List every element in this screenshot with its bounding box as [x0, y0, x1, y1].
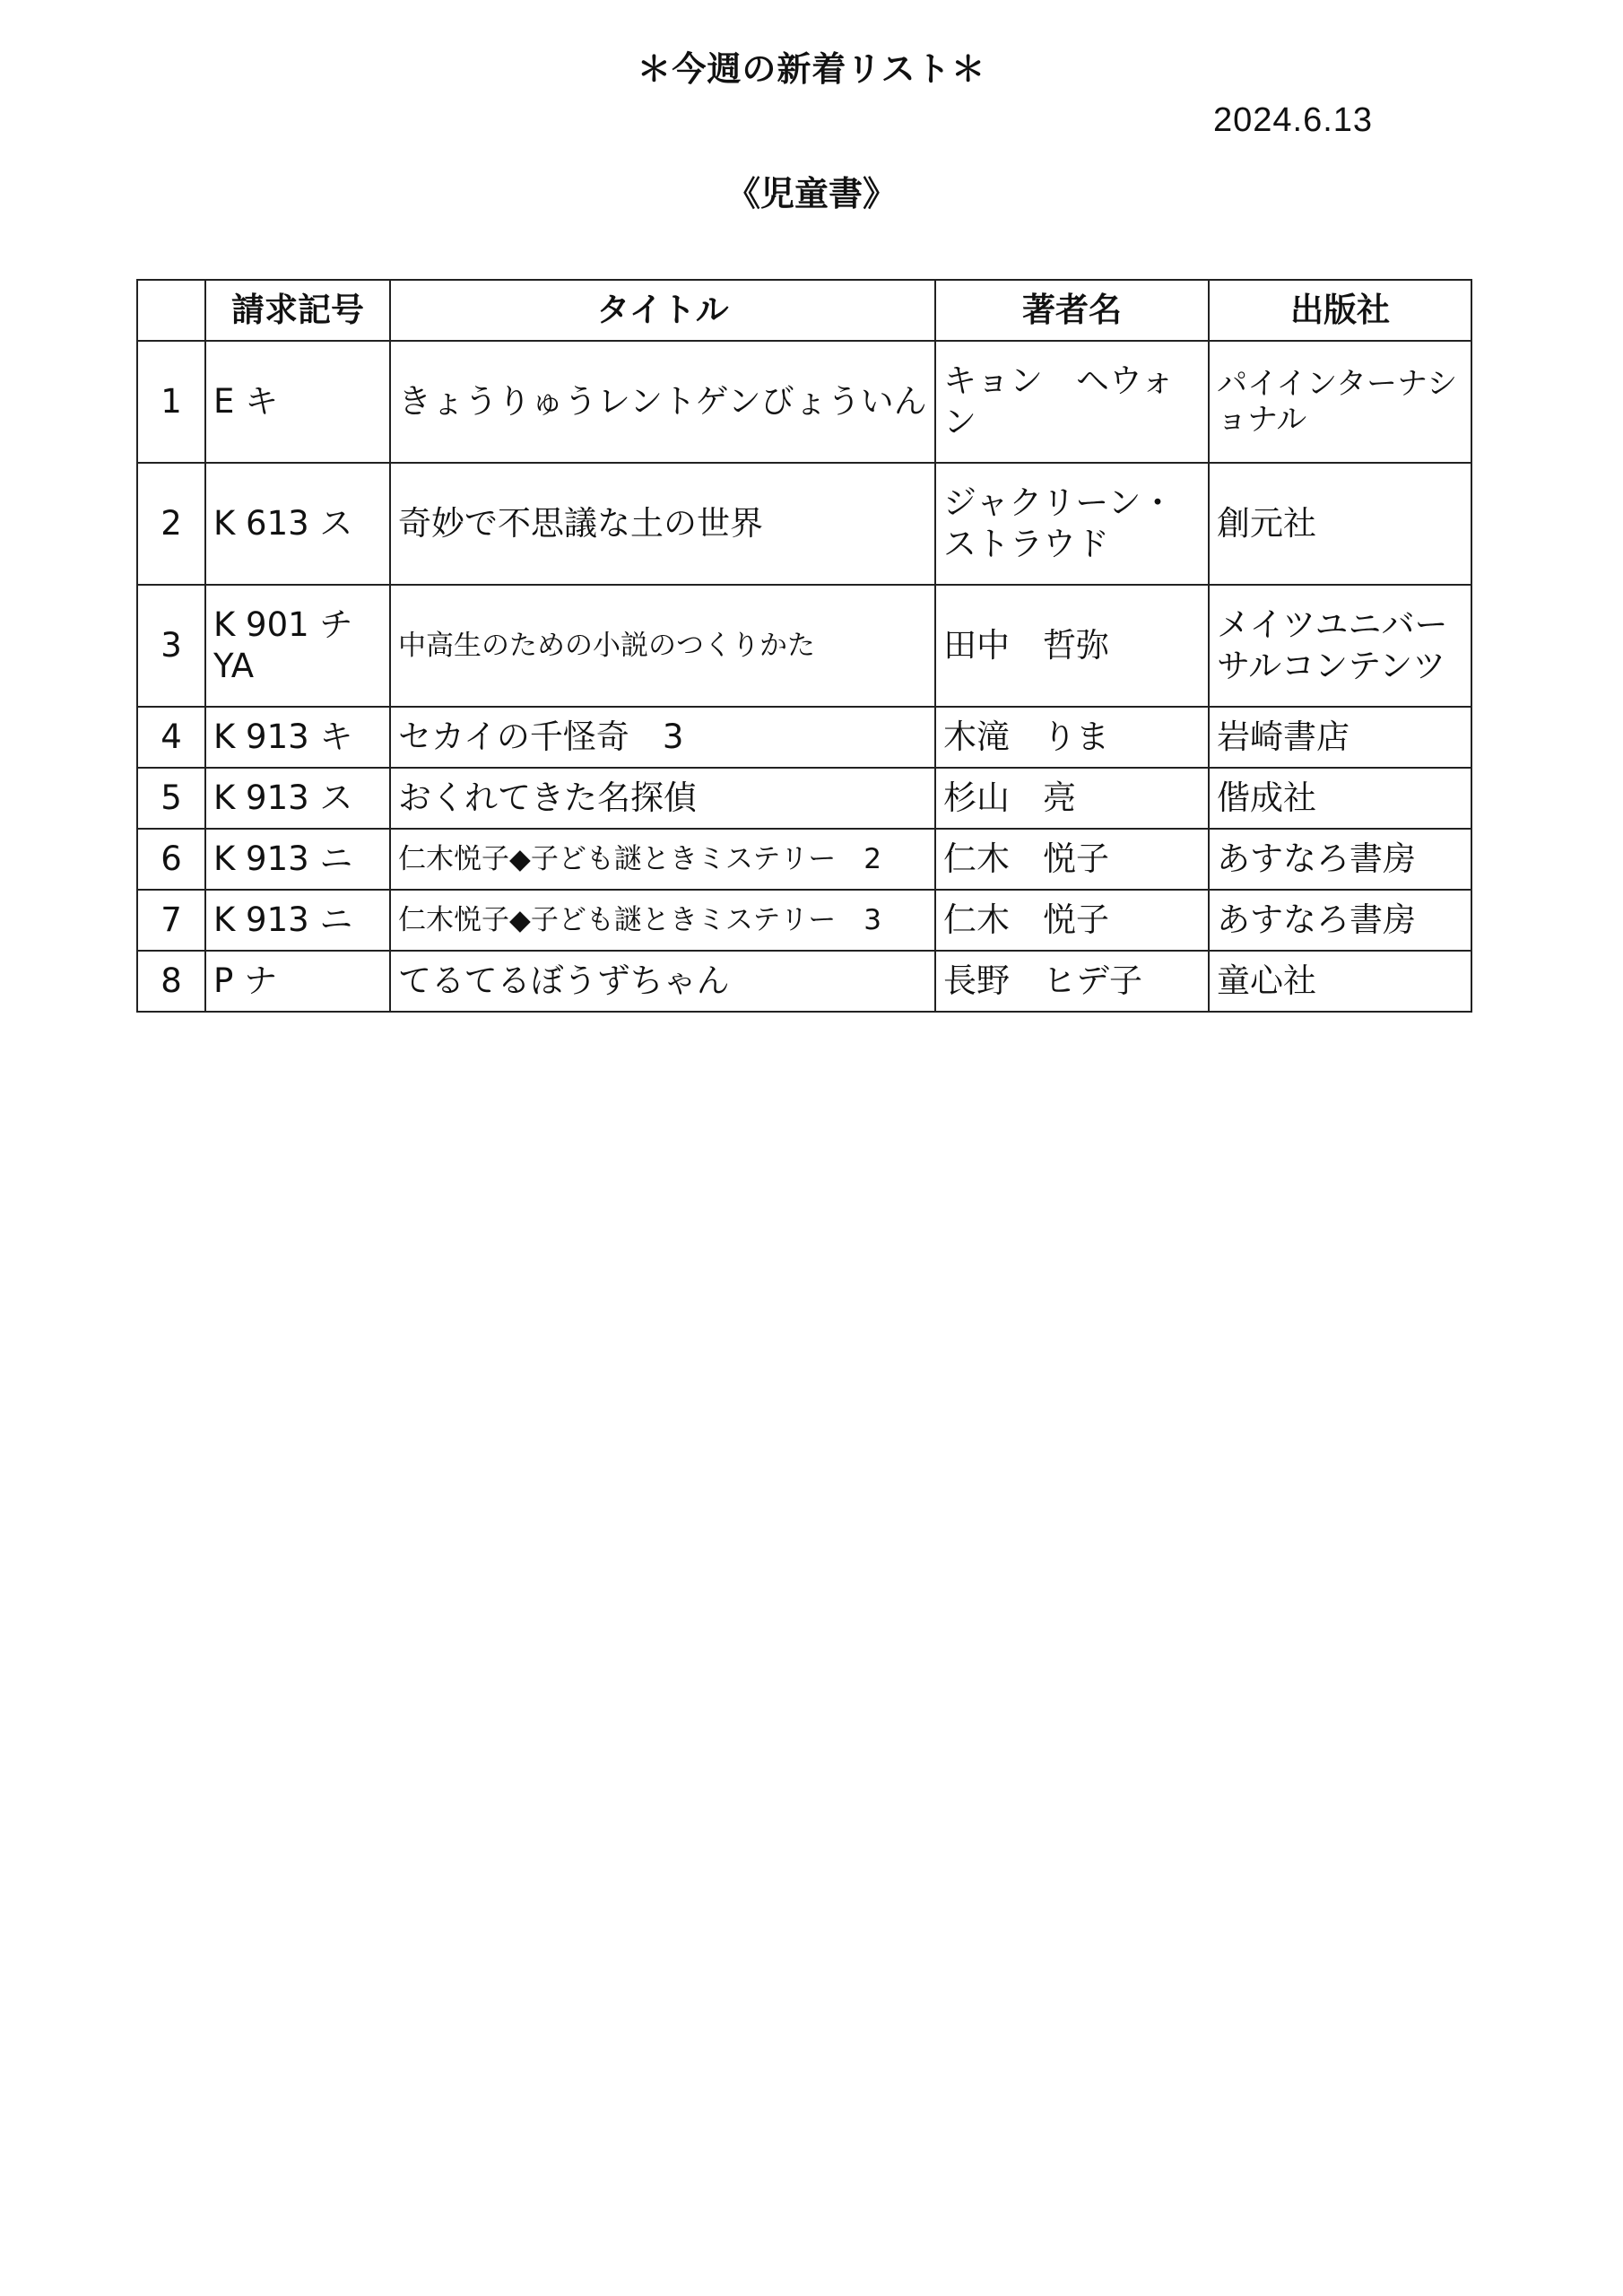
table-row — [137, 585, 1471, 707]
row-number: 6 — [137, 829, 205, 890]
table-row — [137, 768, 1471, 829]
table-header-row — [137, 280, 1471, 341]
publisher-name: あすなろ書房 — [1209, 890, 1471, 951]
column-header-call-number: 請求記号 — [205, 280, 390, 341]
book-title: きょうりゅうレントゲンびょういん — [390, 341, 935, 463]
list-date: 2024.6.13 — [1213, 101, 1374, 139]
book-title: 中高生のための小説のつくりかた — [390, 585, 935, 707]
table-row — [137, 707, 1471, 768]
call-number: K 913 ス — [205, 768, 390, 829]
row-number: 1 — [137, 341, 205, 463]
new-arrivals-table — [136, 279, 1472, 1013]
publisher-name: 童心社 — [1209, 951, 1471, 1012]
book-title: てるてるぼうずちゃん — [390, 951, 935, 1012]
table-row — [137, 951, 1471, 1012]
book-title: 仁木悦子◆子ども謎ときミステリー 3 — [390, 890, 935, 951]
publisher-name: 創元社 — [1209, 463, 1471, 585]
book-title: 仁木悦子◆子ども謎ときミステリー 2 — [390, 829, 935, 890]
table-row — [137, 463, 1471, 585]
column-header-author: 著者名 — [935, 280, 1209, 341]
table-row — [137, 829, 1471, 890]
call-number: K 613 ス — [205, 463, 390, 585]
book-title: おくれてきた名探偵 — [390, 768, 935, 829]
call-number: P ナ — [205, 951, 390, 1012]
call-number: K 913 キ — [205, 707, 390, 768]
author-name: 木滝 りま — [935, 707, 1209, 768]
column-header-publisher: 出版社 — [1209, 280, 1471, 341]
author-name: 田中 哲弥 — [935, 585, 1209, 707]
column-header-title: タイトル — [390, 280, 935, 341]
row-number: 8 — [137, 951, 205, 1012]
table-row — [137, 341, 1471, 463]
call-number: K 901 チ YA — [205, 585, 390, 707]
book-title: セカイの千怪奇 3 — [390, 707, 935, 768]
publisher-name: メイツユニバーサルコンテンツ — [1209, 585, 1471, 707]
page-title: ＊今週の新着リスト＊ — [637, 49, 986, 89]
author-name: 仁木 悦子 — [935, 829, 1209, 890]
author-name: キョン ヘウォン — [935, 341, 1209, 463]
section-heading: 《児童書》 — [725, 174, 897, 213]
call-number: E キ — [205, 341, 390, 463]
publisher-name: 偕成社 — [1209, 768, 1471, 829]
call-number: K 913 ニ — [205, 829, 390, 890]
author-name: 長野 ヒデ子 — [935, 951, 1209, 1012]
call-number: K 913 ニ — [205, 890, 390, 951]
row-number: 5 — [137, 768, 205, 829]
author-name: 仁木 悦子 — [935, 890, 1209, 951]
publisher-name: あすなろ書房 — [1209, 829, 1471, 890]
publisher-name: 岩崎書店 — [1209, 707, 1471, 768]
row-number: 7 — [137, 890, 205, 951]
row-number: 4 — [137, 707, 205, 768]
author-name: ジャクリーン・ストラウド — [935, 463, 1209, 585]
book-title: 奇妙で不思議な土の世界 — [390, 463, 935, 585]
row-number: 2 — [137, 463, 205, 585]
author-name: 杉山 亮 — [935, 768, 1209, 829]
table-row — [137, 890, 1471, 951]
column-header-number — [137, 280, 205, 341]
publisher-name: パイインターナショナル — [1209, 341, 1471, 463]
row-number: 3 — [137, 585, 205, 707]
